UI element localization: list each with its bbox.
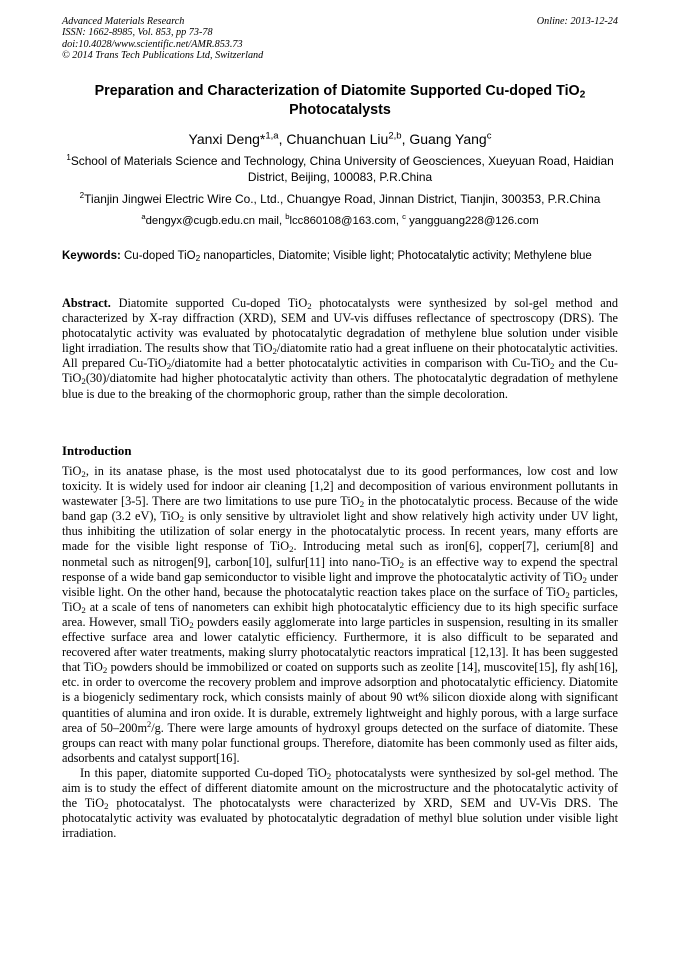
title-part-2: Photocatalysts xyxy=(289,102,391,118)
intro-text: . Introducing metal such as iron[6], copper[7], cerium[8] and nonmetal such as nitrogen[9], carbon[10], sulfur[11] into nano-TiO xyxy=(62,539,618,569)
intro-paragraph-1 xyxy=(62,464,618,766)
intro-text: under visible light. On the other hand, because the photocatalytic reaction takes place on the surface of TiO xyxy=(62,569,618,599)
author-3: , Guang Yang xyxy=(401,131,487,147)
subscript: 2 xyxy=(307,301,312,312)
abstract-text-5: and the Cu-TiO xyxy=(62,356,618,386)
subscript: 2 xyxy=(359,499,365,510)
intro-text: photocatalysts were synthesized by sol-gel method. The aim is to study the effect of different diatomite amount on the microstructure and the photocatalytic activity of the TiO xyxy=(62,765,618,811)
author-1: Yanxi Deng* xyxy=(188,131,266,147)
email-a-mark: a xyxy=(141,212,146,222)
email-2[interactable]: lcc860108@163.com, xyxy=(289,215,403,227)
keywords-text-1: Cu-doped TiO xyxy=(120,250,196,262)
affiliation-2-num: 2 xyxy=(79,191,85,201)
affiliation-2 xyxy=(62,192,618,208)
author-3-sup: c xyxy=(486,130,492,142)
email-3[interactable]: yangguang228@126.com xyxy=(405,215,539,227)
subscript: 2 xyxy=(81,376,86,387)
keywords-subscript: 2 xyxy=(195,254,201,264)
author-2: , Chuanchuan Liu xyxy=(278,131,389,147)
keywords-section xyxy=(62,249,618,264)
intro-text: powders easily agglomerate into large particles in suspension, resulting in its smaller effective surface area and lower catalytic efficiency. Furthermore, it is also difficult to be separated and recovered after water treatments, making slurry photocatalytic reactors impratical [12,13]. It has been suggested that TiO xyxy=(62,614,618,675)
author-emails xyxy=(62,214,618,228)
section-heading-introduction: Introduction xyxy=(62,444,132,458)
intro-text: TiO xyxy=(62,464,82,478)
subscript: 2 xyxy=(549,361,555,372)
intro-text: is an effective way to expend the spectral response of a wide band gap semiconductor to visible light and improve the photocatalytic activity of TiO xyxy=(62,554,618,584)
journal-name: Advanced Materials Research xyxy=(62,16,185,27)
email-c-mark: c xyxy=(402,212,406,222)
introduction-body xyxy=(62,464,618,841)
journal-header xyxy=(62,16,618,61)
intro-text: , in its anatase phase, is the most used photocatalyst due to its good performances, low cost and low toxicity. It is widely used for indoor air cleaning [1,2] and decomposition of various environment pollutants in wastewater [3-5]. There are two limitations to use pure TiO xyxy=(62,464,618,509)
keywords-text-2: nanoparticles, Diatomite; Visible light; Photocatalytic activity; Methylene blue xyxy=(200,250,592,262)
abstract-text-4: /diatomite had a better photocatalytic activities in comparison with Cu-TiO xyxy=(171,356,550,371)
abstract-text-1: Diatomite supported Cu-doped TiO xyxy=(110,296,308,310)
affiliation-1 xyxy=(62,154,618,185)
intro-text: powders should be immobilized or coated on supports such as zeolite [14], muscovite[15], fly ash[16], etc. in order to overcome the recovery problem and improve adsorption and photocatalytic efficiency. Diatomite is a biogenicly sedimentary rock, which consists mainly of about 90 wt% silicon dioxide along with significant quantities of alumina and iron oxide. It is durable, extremely lightweight and highly porous, with a large surface area of 50–200m xyxy=(62,660,618,735)
author-1-sup: 1,a xyxy=(265,130,279,142)
abstract-text-3: /diatomite ratio had a great influene on their photocatalytic activities. All prepared Cu-TiO xyxy=(62,341,618,371)
subscript: 2 xyxy=(102,665,108,676)
paper-title xyxy=(62,82,618,120)
subscript: 2 xyxy=(326,771,332,782)
intro-text: /g. There were large amounts of hydroxyl groups detected on the surface of diatomite. These groups can react with many polar functional groups. Therefore, diatomite has been commonly used as filter aids, adsorbents and catalyst support[16]. xyxy=(62,720,618,765)
abstract-text-6: (30)/diatomite had higher photocatalytic activity than others. The photocatalytic degradation of methylene blue is due to the breaking of the chormophoric group, rather than the simple decoloration. xyxy=(62,371,618,401)
intro-text: in the photocatalytic process. Because of the wide band gap (3.2 eV), TiO xyxy=(62,494,618,524)
subscript: 2 xyxy=(399,559,405,570)
journal-doi: doi:10.4028/www.scientific.net/AMR.853.73 xyxy=(62,38,243,50)
superscript: 2 xyxy=(147,719,152,729)
title-part-1: Preparation and Characterization of Diatomite Supported Cu-doped TiO xyxy=(94,83,580,99)
author-2-sup: 2,b xyxy=(388,130,402,142)
subscript: 2 xyxy=(179,514,185,525)
affiliation-1-text: School of Materials Science and Technology, China University of Geosciences, Xueyuan Road, Haidian District, Beijing, 100083, P.R.China xyxy=(70,154,614,184)
subscript: 2 xyxy=(104,801,109,812)
abstract-section xyxy=(62,296,618,402)
title-subscript: 2 xyxy=(579,89,586,101)
keywords-label: Keywords: xyxy=(62,250,121,262)
subscript: 2 xyxy=(565,589,570,600)
subscript: 2 xyxy=(81,605,86,616)
subscript: 2 xyxy=(189,620,194,631)
intro-text: at a scale of tens of nanometers can exhibit high photocatalytic efficiency due to its high specific surface area. However, small TiO xyxy=(62,599,618,629)
subscript: 2 xyxy=(582,574,587,585)
intro-text: photocatalyst. The photocatalysts were characterized by XRD, SEM and UV-Vis DRS. The photocatalytic activity was evaluated by photocatalytic degradation of methyl blue solution under visible light irradiation. xyxy=(62,796,618,841)
abstract-label: Abstract. xyxy=(62,296,111,310)
abstract-text-2: photocatalysts were synthesized by sol-gel method and characterized by X-ray diffraction (XRD), SEM and UV-vis diffuses reflectance of spectroscopy (DRS). The photocatalytic activity was evaluated by photocatalytic degradation of methylene blue solution under visible light irradiation. The results show that TiO xyxy=(62,296,618,356)
online-date: Online: 2013-12-24 xyxy=(536,16,618,27)
journal-copyright: © 2014 Trans Tech Publications Ltd, Switzerland xyxy=(62,49,264,61)
intro-text: is only sensitive by ultraviolet light and show relatively high activity under UV light, thus inhibiting the utilization of solar energy in the photocatalytic process. In recent years, many efforts are made for the visible light response of TiO xyxy=(62,509,618,554)
subscript: 2 xyxy=(272,346,277,357)
affiliation-2-text: Tianjin Jingwei Electric Wire Co., Ltd., Chuangye Road, Jinnan District, Tianjin, 300353, P.R.China xyxy=(84,192,601,206)
subscript: 2 xyxy=(81,469,86,480)
email-1[interactable]: dengyx@cugb.edu.cn mail, xyxy=(145,215,286,227)
intro-paragraph-2 xyxy=(62,766,618,841)
journal-issn: ISSN: 1662-8985, Vol. 853, pp 73-78 xyxy=(62,27,213,39)
author-list xyxy=(62,130,618,148)
subscript: 2 xyxy=(289,544,294,555)
intro-text: In this paper, diatomite supported Cu-doped TiO xyxy=(80,765,327,780)
affiliation-1-num: 1 xyxy=(66,153,71,163)
intro-text: particles, TiO xyxy=(62,584,618,614)
subscript: 2 xyxy=(166,361,172,372)
email-b-mark: b xyxy=(285,212,290,222)
